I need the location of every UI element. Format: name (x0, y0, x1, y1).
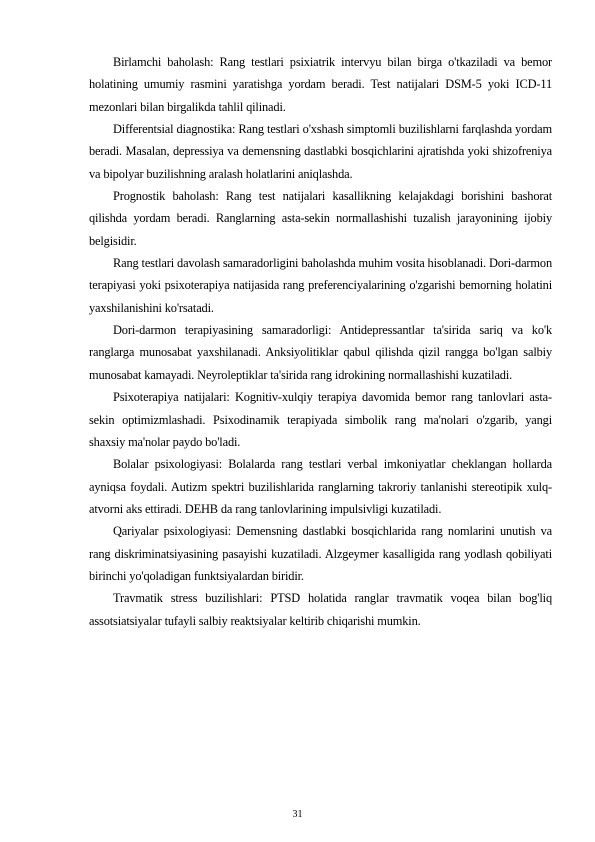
paragraph-differential-diagnostics: Differentsial diagnostika: Rang testlari o'xshash simptomli buzilishlarni farqlashda yordam beradi. Masalan, depressiya va demensning dastlabki bosqichlarini ajratishda yoki shizofreniya va bipolyar buzilishning aralash holatlarini aniqlashda. (89, 122, 552, 181)
paragraph-prognostic-assessment: Prognostik baholash: Rang test natijalari kasallikning kelajakdagi borishini bashorat qilishda yordam beradi. Ranglarning asta-sekin normallashishi tuzalish jarayonining ijobiy belgisidir. (89, 189, 552, 248)
page-number: 31 (292, 809, 303, 820)
paragraph-drug-therapy: Dori-darmon terapiyasining samaradorligi: Antidepressantlar ta'sirida sariq va ko'k ranglarga munosabat yaxshilanadi. Anksiyolitiklar qabul qilishda qizil rangga bo'lgan salbiy munosabat kamayadi. Neyroleptiklar ta'sirida rang idrokining normallashishi kuzatiladi. (89, 323, 552, 382)
paragraph-treatment-efficacy: Rang testlari davolash samaradorligini baholashda muhim vosita hisoblanadi. Dori-darmon terapiyasi yoki psixoterapiya natijasida rang preferenciyalarining o'zgarishi bemorning holatini yaxshilanishini ko'rsatadi. (89, 256, 552, 315)
paragraph-psychotherapy: Psixoterapiya natijalari: Kognitiv-xulqiy terapiya davomida bemor rang tanlovlari asta-sekin optimizmlashadi. Psixodinamik terapiyada simbolik rang ma'nolari o'zgarib, yangi shaxsiy ma'nolar paydo bo'ladi. (89, 390, 552, 449)
body-text (89, 51, 552, 632)
paragraph-child-psychology: Bolalar psixologiyasi: Bolalarda rang testlari verbal imkoniyatlar cheklangan hollarda ayniqsa foydali. Autizm spektri buzilishlarida ranglarning takroriy tanlanishi stereotipik xulq-atvorni aks ettiradi. DEHB da rang tanlovlarining impulsivligi kuzatiladi. (89, 457, 552, 516)
paragraph-initial-assessment: Birlamchi baholash: Rang testlari psixiatrik intervyu bilan birga o'tkaziladi va bemor holatining umumiy rasmini yaratishga yordam beradi. Test natijalari DSM-5 yoki ICD-11 mezonlari bilan birgalikda tahlil qilinadi. (89, 55, 552, 114)
paragraph-geriatric-psychology: Qariyalar psixologiyasi: Demensning dastlabki bosqichlarida rang nomlarini unutish va rang diskriminatsiyasining pasayishi kuzatiladi. Alzgeymer kasalligida rang yodlash qobiliyati birinchi yo'qoladigan funktsiyalardan biridir. (89, 524, 552, 583)
paragraph-traumatic-stress: Travmatik stress buzilishlari: PTSD holatida ranglar travmatik voqea bilan bog'liq assotsiatsiyalar tufayli salbiy reaktsiyalar keltirib chiqarishi mumkin. (89, 591, 552, 628)
